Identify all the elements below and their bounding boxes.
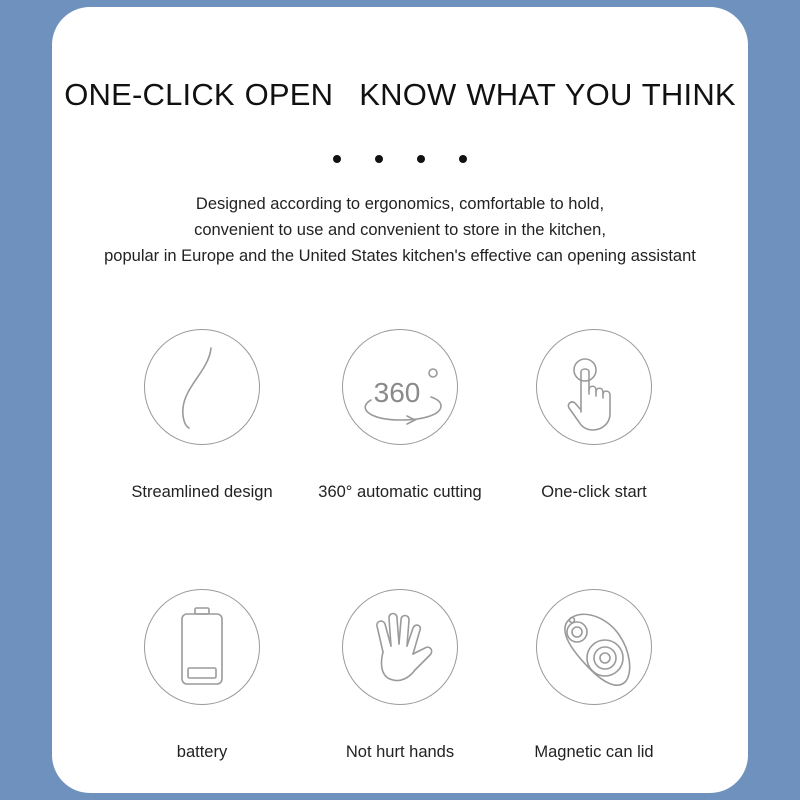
svg-text:360: 360 bbox=[373, 377, 421, 408]
feature-label: Magnetic can lid bbox=[534, 743, 654, 761]
feature-magnetic-can-lid bbox=[494, 589, 694, 762]
dot bbox=[417, 155, 425, 163]
description bbox=[52, 191, 748, 269]
feature-label: battery bbox=[176, 743, 228, 761]
feature-label: Not hurt hands bbox=[345, 743, 455, 761]
headline bbox=[52, 77, 748, 113]
feature-360-cutting bbox=[300, 329, 500, 502]
hand-icon bbox=[342, 589, 458, 705]
curve-icon bbox=[144, 329, 260, 445]
finger-press-icon bbox=[536, 329, 652, 445]
description-line: convenient to use and convenient to store in the kitchen, bbox=[194, 221, 606, 239]
feature-battery bbox=[102, 589, 302, 762]
product-feature-card bbox=[52, 7, 748, 793]
dot-divider bbox=[52, 150, 748, 168]
dot bbox=[333, 155, 341, 163]
can-opener-icon bbox=[536, 589, 652, 705]
rotate-360-icon bbox=[342, 329, 458, 445]
feature-label: Streamlined design bbox=[131, 483, 273, 501]
feature-not-hurt-hands bbox=[300, 589, 500, 762]
feature-label: 360° automatic cutting bbox=[318, 483, 482, 501]
battery-icon bbox=[144, 589, 260, 705]
feature-label: One-click start bbox=[541, 483, 647, 501]
headline-right: KNOW WHAT YOU THINK bbox=[359, 77, 736, 112]
feature-one-click-start bbox=[494, 329, 694, 502]
dot bbox=[375, 155, 383, 163]
headline-left: ONE-CLICK OPEN bbox=[64, 77, 334, 112]
dot bbox=[459, 155, 467, 163]
description-line: Designed according to ergonomics, comfortable to hold, bbox=[195, 195, 605, 213]
feature-streamlined-design bbox=[102, 329, 302, 502]
description-line: popular in Europe and the United States kitchen's effective can opening assistant bbox=[104, 247, 696, 265]
